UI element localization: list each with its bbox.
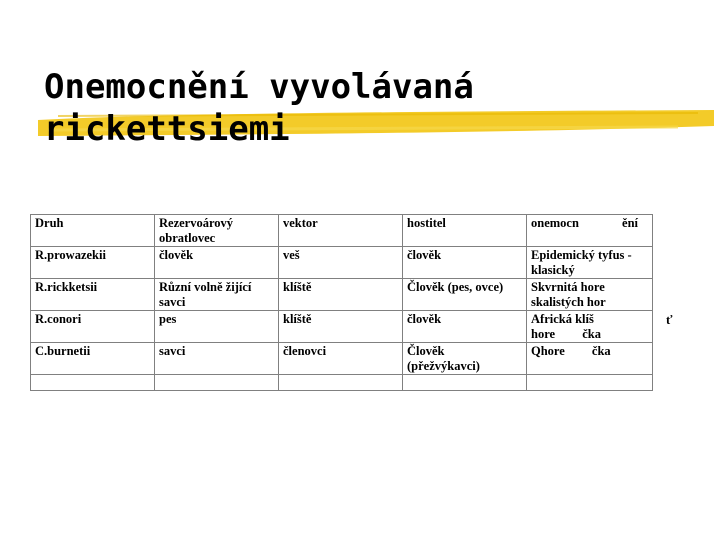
cell-druh: C.burnetii (31, 343, 155, 375)
cell-druh: R.rickketsii (31, 279, 155, 311)
table-row (31, 311, 653, 343)
table-row-empty (31, 375, 653, 391)
cell-rezervoar: Různí volně žijící savci (155, 279, 279, 311)
cell-hostitel: Člověk (pes, ovce) (403, 279, 527, 311)
header-cell-druh: Druh (31, 215, 155, 247)
table-row (31, 279, 653, 311)
cell-druh: R.conori (31, 311, 155, 343)
cell-onemocneni: Qhore čka (527, 343, 653, 375)
header-cell-vektor: vektor (279, 215, 403, 247)
slide-title-area (44, 66, 720, 166)
cell-rezervoar: člověk (155, 247, 279, 279)
cell-onemocneni: Africká klíš hore čka (527, 311, 653, 343)
cell-onemocneni: Skvrnitá hore skalistých hor (527, 279, 653, 311)
table-row (31, 247, 653, 279)
cell-vektor: členovci (279, 343, 403, 375)
title-line-1: Onemocnění vyvolávaná (44, 67, 474, 107)
empty-cell (279, 375, 403, 391)
header-cell-rezervoar: Rezervoárový obratlovec (155, 215, 279, 247)
cell-vektor: klíště (279, 279, 403, 311)
rickettsia-table (30, 214, 653, 391)
cell-hostitel: člověk (403, 311, 527, 343)
cell-hostitel: člověk (403, 247, 527, 279)
cell-onemocneni: Epidemický tyfus - klasický (527, 247, 653, 279)
table-header-row (31, 215, 653, 247)
slide-title (44, 66, 720, 150)
cell-vektor: klíště (279, 311, 403, 343)
cell-rezervoar: savci (155, 343, 279, 375)
title-line-2: rickettsiemi (44, 109, 290, 149)
header-cell-hostitel: hostitel (403, 215, 527, 247)
cell-hostitel: Člověk (přežvýkavci) (403, 343, 527, 375)
stray-text-fragment: ť (666, 313, 673, 327)
cell-rezervoar: pes (155, 311, 279, 343)
empty-cell (31, 375, 155, 391)
table-row (31, 343, 653, 375)
empty-cell (527, 375, 653, 391)
header-cell-onemocneni: onemocn ění (527, 215, 653, 247)
cell-druh: R.prowazekii (31, 247, 155, 279)
empty-cell (403, 375, 527, 391)
empty-cell (155, 375, 279, 391)
cell-vektor: veš (279, 247, 403, 279)
